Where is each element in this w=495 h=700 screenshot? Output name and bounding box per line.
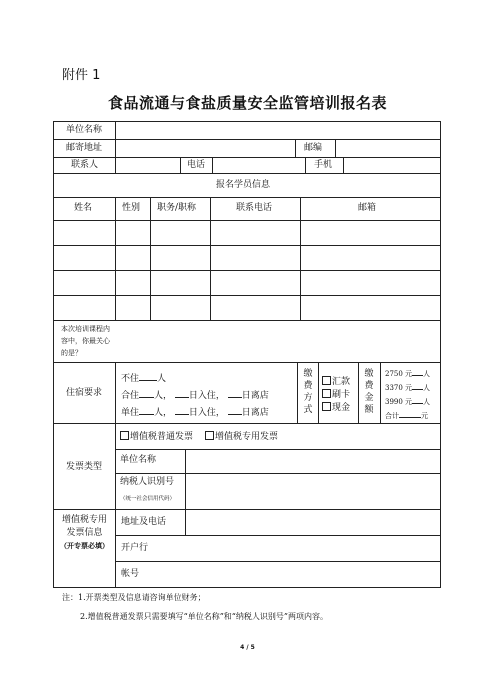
course-interest-question: 本次培训课程内 容中，你最关心 的是？ xyxy=(61,325,110,357)
trainee-row[interactable] xyxy=(54,271,439,294)
mobile-label: 手机 xyxy=(314,160,333,170)
vat-special-label: 增值税专用 发票信息 （开专票必填） xyxy=(60,515,109,550)
address-phone-label: 地址及电话 xyxy=(121,517,167,527)
postcode-label: 邮编 xyxy=(304,143,323,153)
invoice-type-label: 发票类型 xyxy=(66,462,103,472)
mail-address-label: 邮寄地址 xyxy=(66,143,103,153)
checkbox-icon[interactable] xyxy=(322,389,331,398)
contact-label: 联系人 xyxy=(71,160,99,170)
blank-field[interactable] xyxy=(412,380,423,390)
phone-field[interactable] xyxy=(213,158,304,172)
blank-field[interactable] xyxy=(412,366,423,376)
mobile-field[interactable] xyxy=(344,158,439,172)
blank-field[interactable] xyxy=(139,388,154,398)
col-name-header: 姓名 xyxy=(74,203,93,213)
accommodation-label: 住宿要求 xyxy=(66,388,103,398)
note-line-1: 注：1.开票类型及信息请咨询单位财务； xyxy=(62,593,206,602)
blank-field[interactable] xyxy=(399,408,421,418)
payment-method-label: 缴 费 方 式 xyxy=(303,369,313,415)
trainee-row[interactable] xyxy=(54,296,439,319)
bank-label: 开户行 xyxy=(121,543,149,553)
account-label: 帐号 xyxy=(121,569,140,579)
blank-field[interactable] xyxy=(175,405,189,415)
course-interest-field[interactable] xyxy=(116,321,439,361)
checkbox-icon[interactable] xyxy=(205,431,214,440)
blank-field[interactable] xyxy=(412,394,423,404)
unit-name-label: 单位名称 xyxy=(66,125,103,135)
attachment-label: 附件 1 xyxy=(62,68,101,83)
trainee-section-header: 报名学员信息 xyxy=(216,180,271,190)
account-field[interactable] xyxy=(150,562,439,586)
accommodation-line-single: 单住 人， 日入住， 日离店 xyxy=(121,405,269,419)
bank-field[interactable] xyxy=(150,536,439,560)
taxpayer-id-field[interactable] xyxy=(186,474,439,508)
phone-label: 电话 xyxy=(187,160,206,170)
trainee-row[interactable] xyxy=(54,246,439,269)
payment-option-card[interactable]: 刷卡 xyxy=(322,389,350,401)
amount-option: 2750 元 人 xyxy=(385,366,430,379)
payment-option-transfer[interactable]: 汇款 xyxy=(322,376,350,388)
blank-field[interactable] xyxy=(175,388,189,398)
blank-field[interactable] xyxy=(228,405,242,415)
amount-option: 3370 元 人 xyxy=(385,380,430,393)
amount-option: 3990 元 人 xyxy=(385,394,430,407)
postcode-field[interactable] xyxy=(336,140,439,156)
taxpayer-id-label: 纳税人识别号 xyxy=(120,477,175,487)
accommodation-line-none: 不住 人 xyxy=(121,371,166,385)
col-email-header: 邮箱 xyxy=(358,203,377,213)
invoice-unit-name-label: 单位名称 xyxy=(120,455,157,465)
trainee-row[interactable] xyxy=(54,221,439,244)
checkbox-icon[interactable] xyxy=(120,431,129,440)
page-number: 4 / 5 xyxy=(240,644,255,651)
taxpayer-id-hint: （统一社会信用代码） xyxy=(120,496,176,502)
col-position-header: 职务/职称 xyxy=(157,203,197,213)
accommodation-line-shared: 合住 人， 日入住， 日离店 xyxy=(121,388,269,402)
blank-field[interactable] xyxy=(139,405,154,415)
unit-name-field[interactable] xyxy=(116,122,439,138)
col-gender-header: 性别 xyxy=(122,203,141,213)
blank-field[interactable] xyxy=(139,371,157,381)
note-line-2: 2.增值税普通发票只需要填写“单位名称”和“纳税人识别号”两项内容。 xyxy=(80,612,328,621)
invoice-option-special[interactable]: 增值税专用发票 xyxy=(205,431,278,443)
checkbox-icon[interactable] xyxy=(322,376,331,385)
contact-field[interactable] xyxy=(116,158,179,172)
checkbox-icon[interactable] xyxy=(322,402,331,411)
col-phone-header: 联系电话 xyxy=(236,203,273,213)
mail-address-field[interactable] xyxy=(116,140,294,156)
invoice-option-normal[interactable]: 增值税普通发票 xyxy=(120,431,193,443)
address-phone-field[interactable] xyxy=(186,510,439,534)
form-title: 食品流通与食盐质量安全监管培训报名表 xyxy=(107,94,387,112)
payment-option-cash[interactable]: 现金 xyxy=(322,402,350,414)
payment-amount-label: 缴 费 金 额 xyxy=(364,369,374,415)
amount-total: 合计 元 xyxy=(385,408,428,421)
invoice-unit-name-field[interactable] xyxy=(186,450,439,472)
blank-field[interactable] xyxy=(228,388,242,398)
